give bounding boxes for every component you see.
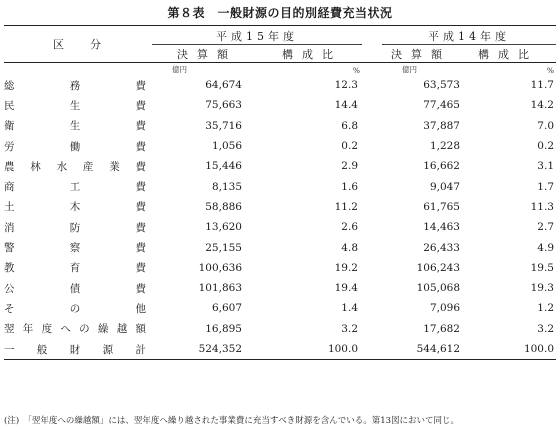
spacer [362,217,382,237]
row-label: 一般財源計 [4,339,152,360]
row-label: 労働費 [4,140,146,153]
amount-current: 16,895 [205,322,242,335]
row-label: 教育費 [4,262,146,275]
amount-current: 13,620 [205,221,242,234]
ratio-current: 2.6 [341,221,358,234]
table-row [4,95,556,115]
table-row [4,176,556,196]
ratio-header-current: 構成比 [262,45,362,63]
ratio-previous: 1.7 [537,180,554,193]
amount-previous: 16,662 [423,160,460,173]
unit-ratio-previous: % [546,66,554,75]
spacer [362,298,382,318]
table-row [4,197,556,217]
ratio-current: 19.4 [334,282,358,295]
table-row [4,156,556,176]
table-row [4,319,556,339]
ratio-current: 2.9 [341,160,358,173]
amount-previous: 17,682 [423,322,460,335]
table-row [4,75,556,95]
category-header: 区分 [4,26,152,63]
amount-current: 524,352 [152,339,262,360]
row-label: 商工費 [4,181,146,194]
ratio-current: 14.4 [334,99,358,112]
table-row [4,258,556,278]
spacer [362,95,382,115]
row-label: 警察費 [4,242,146,255]
ratio-header-previous: 構成比 [460,45,556,63]
spacer [362,278,382,298]
ratio-previous: 3.2 [537,322,554,335]
spacer [362,156,382,176]
row-label: その他 [4,302,146,315]
amount-current: 35,716 [205,119,242,132]
table-row [4,116,556,136]
spacer [362,136,382,156]
spacer [362,116,382,136]
row-label: 翌年度への繰越額 [4,323,146,336]
ratio-previous: 11.3 [530,200,554,213]
ratio-current: 0.2 [341,140,358,153]
ratio-previous: 19.3 [530,282,554,295]
ratio-current: 11.2 [334,200,358,213]
unit-amount-previous: 億円 [402,65,417,74]
amount-previous: 37,887 [423,119,460,132]
amount-previous: 544,612 [382,339,460,360]
table-row [4,217,556,237]
spacer [362,237,382,257]
ratio-current: 100.0 [262,339,362,360]
amount-current: 1,056 [211,140,242,153]
table-row [4,298,556,318]
amount-previous: 106,243 [416,261,460,274]
table-row [4,237,556,257]
amount-current: 8,135 [211,180,242,193]
ratio-current: 6.8 [341,119,358,132]
ratio-previous: 11.7 [530,79,554,92]
ratio-previous: 3.1 [537,160,554,173]
spacer [362,75,382,95]
ratio-previous: 7.0 [537,119,554,132]
table-row [4,136,556,156]
table-row [4,339,556,360]
ratio-current: 1.4 [341,302,358,315]
amount-current: 6,607 [211,302,242,315]
spacer [362,176,382,196]
ratio-current: 4.8 [341,241,358,254]
row-label: 総務費 [4,79,146,92]
row-label: 民生費 [4,99,146,112]
amount-header-previous: 決算額 [382,45,460,63]
table-row [4,278,556,298]
ratio-previous: 100.0 [460,339,556,360]
amount-current: 75,663 [205,99,242,112]
amount-previous: 9,047 [429,180,460,193]
ratio-current: 12.3 [334,79,358,92]
amount-previous: 77,465 [423,99,460,112]
amount-previous: 1,228 [429,140,460,153]
row-label: 消防費 [4,221,146,234]
spacer [362,339,382,360]
amount-previous: 61,765 [423,200,460,213]
amount-previous: 26,433 [423,241,460,254]
amount-header-current: 決算額 [152,45,262,63]
ratio-previous: 14.2 [530,99,554,112]
year-previous-header: 平成14年度 [382,26,556,45]
spacer [362,258,382,278]
ratio-current: 3.2 [341,322,358,335]
ratio-previous: 0.2 [537,140,554,153]
ratio-previous: 4.9 [537,241,554,254]
amount-previous: 63,573 [423,79,460,92]
row-label: 公債費 [4,282,146,295]
ratio-previous: 1.2 [537,302,554,315]
row-label: 衛生費 [4,120,146,133]
amount-current: 64,674 [205,79,242,92]
year-current-header: 平成15年度 [152,26,362,45]
row-label: 土木費 [4,201,146,214]
ratio-current: 19.2 [334,261,358,274]
amount-current: 101,863 [198,282,242,295]
ratio-current: 1.6 [341,180,358,193]
table-title: 第８表 一般財源の目的別経費充当状況 [167,6,393,20]
ratio-previous: 2.7 [537,221,554,234]
unit-row [4,63,556,76]
unit-amount-current: 億円 [172,65,187,74]
unit-ratio-current: % [352,66,360,75]
amount-current: 58,886 [205,200,242,213]
row-label: 農林水産業費 [4,160,146,173]
amount-previous: 7,096 [429,302,460,315]
spacer [362,319,382,339]
amount-current: 15,446 [205,160,242,173]
amount-previous: 14,463 [423,221,460,234]
amount-previous: 105,068 [416,282,460,295]
amount-current: 100,636 [198,261,242,274]
amount-current: 25,155 [205,241,242,254]
budget-table [4,25,556,360]
ratio-previous: 19.5 [530,261,554,274]
footnote: (注) 「翌年度への繰越額」には、翌年度へ繰り越された事業費に充当すべき財源を含んでいる。第13図において同じ。 [4,416,460,426]
spacer [362,197,382,217]
